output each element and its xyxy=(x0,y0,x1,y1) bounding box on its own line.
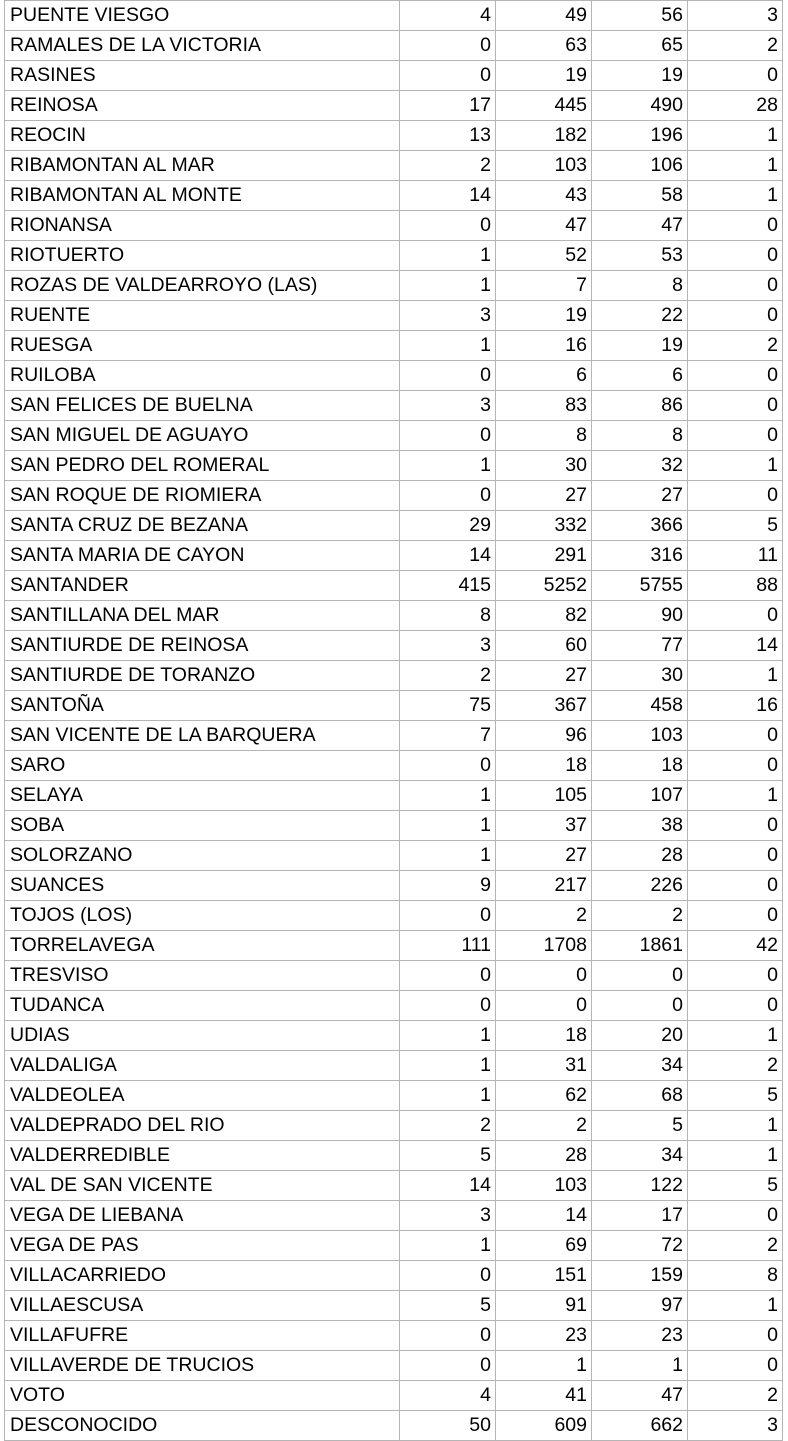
column-3-value: 47 xyxy=(592,1381,688,1411)
table-row xyxy=(5,1111,783,1141)
column-4-value: 0 xyxy=(688,751,783,781)
column-2-value: 19 xyxy=(496,61,592,91)
column-3-value: 8 xyxy=(592,421,688,451)
column-1-value: 4 xyxy=(400,1381,496,1411)
column-3-value: 53 xyxy=(592,241,688,271)
column-1-value: 0 xyxy=(400,361,496,391)
column-2-value: 16 xyxy=(496,331,592,361)
municipality-name-cell: RIOTUERTO xyxy=(5,241,400,271)
column-4-value: 0 xyxy=(688,901,783,931)
table-row xyxy=(5,31,783,61)
column-1-value: 1 xyxy=(400,331,496,361)
table-row xyxy=(5,991,783,1021)
column-1-value: 75 xyxy=(400,691,496,721)
column-4-value: 3 xyxy=(688,1,783,31)
column-3-value: 20 xyxy=(592,1021,688,1051)
municipality-name-cell: SAN ROQUE DE RIOMIERA xyxy=(5,481,400,511)
column-1-value: 415 xyxy=(400,571,496,601)
column-1-value: 2 xyxy=(400,151,496,181)
table-row xyxy=(5,871,783,901)
column-2-value: 7 xyxy=(496,271,592,301)
column-3-value: 366 xyxy=(592,511,688,541)
municipality-name-cell: RIBAMONTAN AL MAR xyxy=(5,151,400,181)
column-3-value: 17 xyxy=(592,1201,688,1231)
column-4-value: 1 xyxy=(688,661,783,691)
column-3-value: 316 xyxy=(592,541,688,571)
column-1-value: 1 xyxy=(400,1021,496,1051)
column-2-value: 105 xyxy=(496,781,592,811)
column-4-value: 0 xyxy=(688,841,783,871)
table-row xyxy=(5,241,783,271)
column-4-value: 2 xyxy=(688,1381,783,1411)
municipality-name-cell: RAMALES DE LA VICTORIA xyxy=(5,31,400,61)
municipality-data-table xyxy=(4,0,783,1441)
table-row xyxy=(5,691,783,721)
column-4-value: 1 xyxy=(688,151,783,181)
municipality-name-cell: SANTIURDE DE TORANZO xyxy=(5,661,400,691)
table-row xyxy=(5,1261,783,1291)
column-3-value: 107 xyxy=(592,781,688,811)
column-3-value: 5755 xyxy=(592,571,688,601)
column-3-value: 8 xyxy=(592,271,688,301)
table-row xyxy=(5,61,783,91)
column-1-value: 3 xyxy=(400,391,496,421)
column-1-value: 1 xyxy=(400,1231,496,1261)
column-2-value: 14 xyxy=(496,1201,592,1231)
column-3-value: 23 xyxy=(592,1321,688,1351)
column-2-value: 2 xyxy=(496,1111,592,1141)
table-row xyxy=(5,271,783,301)
municipality-name-cell: TOJOS (LOS) xyxy=(5,901,400,931)
column-2-value: 103 xyxy=(496,1171,592,1201)
column-4-value: 14 xyxy=(688,631,783,661)
column-4-value: 0 xyxy=(688,991,783,1021)
column-1-value: 0 xyxy=(400,751,496,781)
column-2-value: 31 xyxy=(496,1051,592,1081)
table-body xyxy=(5,1,783,1441)
column-1-value: 0 xyxy=(400,1261,496,1291)
column-4-value: 42 xyxy=(688,931,783,961)
table-row xyxy=(5,901,783,931)
column-3-value: 226 xyxy=(592,871,688,901)
column-1-value: 3 xyxy=(400,301,496,331)
column-4-value: 5 xyxy=(688,1171,783,1201)
column-4-value: 0 xyxy=(688,811,783,841)
table-row xyxy=(5,601,783,631)
table-row xyxy=(5,451,783,481)
column-4-value: 0 xyxy=(688,391,783,421)
column-3-value: 1 xyxy=(592,1351,688,1381)
table-row xyxy=(5,481,783,511)
table-row xyxy=(5,811,783,841)
municipality-name-cell: UDIAS xyxy=(5,1021,400,1051)
municipality-name-cell: TUDANCA xyxy=(5,991,400,1021)
municipality-name-cell: VALDALIGA xyxy=(5,1051,400,1081)
column-2-value: 52 xyxy=(496,241,592,271)
column-3-value: 159 xyxy=(592,1261,688,1291)
column-3-value: 77 xyxy=(592,631,688,661)
column-1-value: 0 xyxy=(400,1321,496,1351)
column-3-value: 27 xyxy=(592,481,688,511)
column-2-value: 23 xyxy=(496,1321,592,1351)
column-4-value: 1 xyxy=(688,781,783,811)
table-row xyxy=(5,781,783,811)
column-1-value: 0 xyxy=(400,991,496,1021)
column-3-value: 72 xyxy=(592,1231,688,1261)
column-2-value: 63 xyxy=(496,31,592,61)
table-row xyxy=(5,1351,783,1381)
column-3-value: 34 xyxy=(592,1141,688,1171)
column-3-value: 90 xyxy=(592,601,688,631)
column-1-value: 13 xyxy=(400,121,496,151)
column-3-value: 1861 xyxy=(592,931,688,961)
table-row xyxy=(5,631,783,661)
column-2-value: 41 xyxy=(496,1381,592,1411)
municipality-name-cell: SOBA xyxy=(5,811,400,841)
column-1-value: 17 xyxy=(400,91,496,121)
column-1-value: 5 xyxy=(400,1141,496,1171)
column-4-value: 28 xyxy=(688,91,783,121)
column-4-value: 1 xyxy=(688,1111,783,1141)
table-row xyxy=(5,511,783,541)
table-row xyxy=(5,1171,783,1201)
municipality-name-cell: SAN MIGUEL DE AGUAYO xyxy=(5,421,400,451)
table-row xyxy=(5,91,783,121)
column-2-value: 609 xyxy=(496,1411,592,1441)
column-3-value: 103 xyxy=(592,721,688,751)
column-1-value: 0 xyxy=(400,211,496,241)
column-4-value: 0 xyxy=(688,721,783,751)
column-4-value: 1 xyxy=(688,1021,783,1051)
column-3-value: 0 xyxy=(592,961,688,991)
table-row xyxy=(5,1141,783,1171)
column-2-value: 8 xyxy=(496,421,592,451)
municipality-name-cell: PUENTE VIESGO xyxy=(5,1,400,31)
column-1-value: 3 xyxy=(400,1201,496,1231)
column-3-value: 106 xyxy=(592,151,688,181)
column-3-value: 662 xyxy=(592,1411,688,1441)
table-row xyxy=(5,181,783,211)
column-2-value: 49 xyxy=(496,1,592,31)
column-1-value: 1 xyxy=(400,451,496,481)
column-4-value: 8 xyxy=(688,1261,783,1291)
column-1-value: 0 xyxy=(400,31,496,61)
municipality-name-cell: REOCIN xyxy=(5,121,400,151)
column-1-value: 1 xyxy=(400,811,496,841)
column-1-value: 29 xyxy=(400,511,496,541)
municipality-name-cell: SAN FELICES DE BUELNA xyxy=(5,391,400,421)
column-3-value: 2 xyxy=(592,901,688,931)
table-row xyxy=(5,841,783,871)
column-4-value: 1 xyxy=(688,451,783,481)
column-2-value: 30 xyxy=(496,451,592,481)
column-3-value: 5 xyxy=(592,1111,688,1141)
table-row xyxy=(5,931,783,961)
table-row xyxy=(5,211,783,241)
column-1-value: 0 xyxy=(400,961,496,991)
municipality-name-cell: SANTOÑA xyxy=(5,691,400,721)
municipality-name-cell: SANTILLANA DEL MAR xyxy=(5,601,400,631)
column-1-value: 14 xyxy=(400,1171,496,1201)
column-3-value: 56 xyxy=(592,1,688,31)
table-row xyxy=(5,1081,783,1111)
municipality-name-cell: REINOSA xyxy=(5,91,400,121)
column-1-value: 0 xyxy=(400,481,496,511)
column-3-value: 196 xyxy=(592,121,688,151)
table-row xyxy=(5,661,783,691)
column-2-value: 367 xyxy=(496,691,592,721)
column-1-value: 0 xyxy=(400,421,496,451)
municipality-name-cell: VILLAVERDE DE TRUCIOS xyxy=(5,1351,400,1381)
column-2-value: 27 xyxy=(496,481,592,511)
municipality-name-cell: RIONANSA xyxy=(5,211,400,241)
column-2-value: 47 xyxy=(496,211,592,241)
municipality-name-cell: SANTA CRUZ DE BEZANA xyxy=(5,511,400,541)
column-3-value: 19 xyxy=(592,331,688,361)
table-row xyxy=(5,1201,783,1231)
column-1-value: 4 xyxy=(400,1,496,31)
column-1-value: 1 xyxy=(400,271,496,301)
column-3-value: 68 xyxy=(592,1081,688,1111)
column-4-value: 1 xyxy=(688,121,783,151)
column-3-value: 30 xyxy=(592,661,688,691)
column-4-value: 1 xyxy=(688,181,783,211)
column-2-value: 291 xyxy=(496,541,592,571)
municipality-name-cell: RUILOBA xyxy=(5,361,400,391)
column-2-value: 19 xyxy=(496,301,592,331)
municipality-name-cell: RUESGA xyxy=(5,331,400,361)
column-2-value: 60 xyxy=(496,631,592,661)
column-4-value: 0 xyxy=(688,1321,783,1351)
column-1-value: 14 xyxy=(400,541,496,571)
column-4-value: 0 xyxy=(688,211,783,241)
column-2-value: 332 xyxy=(496,511,592,541)
municipality-name-cell: TORRELAVEGA xyxy=(5,931,400,961)
column-2-value: 1708 xyxy=(496,931,592,961)
column-1-value: 7 xyxy=(400,721,496,751)
column-1-value: 0 xyxy=(400,61,496,91)
column-3-value: 28 xyxy=(592,841,688,871)
municipality-name-cell: VEGA DE LIEBANA xyxy=(5,1201,400,1231)
column-2-value: 43 xyxy=(496,181,592,211)
table-row xyxy=(5,571,783,601)
table-row xyxy=(5,1231,783,1261)
column-4-value: 0 xyxy=(688,241,783,271)
municipality-name-cell: RUENTE xyxy=(5,301,400,331)
column-3-value: 34 xyxy=(592,1051,688,1081)
column-4-value: 5 xyxy=(688,1081,783,1111)
column-1-value: 3 xyxy=(400,631,496,661)
column-2-value: 27 xyxy=(496,661,592,691)
column-3-value: 490 xyxy=(592,91,688,121)
column-3-value: 0 xyxy=(592,991,688,1021)
column-4-value: 2 xyxy=(688,31,783,61)
column-2-value: 151 xyxy=(496,1261,592,1291)
municipality-name-cell: VALDEPRADO DEL RIO xyxy=(5,1111,400,1141)
municipality-name-cell: SOLORZANO xyxy=(5,841,400,871)
table-row xyxy=(5,961,783,991)
column-2-value: 182 xyxy=(496,121,592,151)
table-row xyxy=(5,331,783,361)
column-3-value: 65 xyxy=(592,31,688,61)
column-4-value: 0 xyxy=(688,601,783,631)
column-4-value: 3 xyxy=(688,1411,783,1441)
table-row xyxy=(5,151,783,181)
column-2-value: 91 xyxy=(496,1291,592,1321)
column-3-value: 18 xyxy=(592,751,688,781)
column-1-value: 1 xyxy=(400,841,496,871)
column-4-value: 1 xyxy=(688,1141,783,1171)
municipality-name-cell: SAN VICENTE DE LA BARQUERA xyxy=(5,721,400,751)
column-1-value: 2 xyxy=(400,661,496,691)
municipality-name-cell: SAN PEDRO DEL ROMERAL xyxy=(5,451,400,481)
column-3-value: 38 xyxy=(592,811,688,841)
column-2-value: 27 xyxy=(496,841,592,871)
table-row xyxy=(5,541,783,571)
table-row xyxy=(5,421,783,451)
table-row xyxy=(5,721,783,751)
column-2-value: 62 xyxy=(496,1081,592,1111)
column-2-value: 82 xyxy=(496,601,592,631)
column-1-value: 14 xyxy=(400,181,496,211)
municipality-name-cell: VILLAESCUSA xyxy=(5,1291,400,1321)
municipality-name-cell: ROZAS DE VALDEARROYO (LAS) xyxy=(5,271,400,301)
table-row xyxy=(5,1051,783,1081)
column-1-value: 2 xyxy=(400,1111,496,1141)
column-2-value: 18 xyxy=(496,1021,592,1051)
municipality-name-cell: VAL DE SAN VICENTE xyxy=(5,1171,400,1201)
column-4-value: 0 xyxy=(688,301,783,331)
column-2-value: 18 xyxy=(496,751,592,781)
column-2-value: 445 xyxy=(496,91,592,121)
column-3-value: 6 xyxy=(592,361,688,391)
column-1-value: 0 xyxy=(400,901,496,931)
column-3-value: 32 xyxy=(592,451,688,481)
column-1-value: 1 xyxy=(400,241,496,271)
column-4-value: 0 xyxy=(688,61,783,91)
column-4-value: 0 xyxy=(688,961,783,991)
column-4-value: 11 xyxy=(688,541,783,571)
column-1-value: 1 xyxy=(400,1051,496,1081)
column-1-value: 9 xyxy=(400,871,496,901)
table-row xyxy=(5,1411,783,1441)
column-2-value: 28 xyxy=(496,1141,592,1171)
column-4-value: 0 xyxy=(688,481,783,511)
municipality-name-cell: RIBAMONTAN AL MONTE xyxy=(5,181,400,211)
column-2-value: 217 xyxy=(496,871,592,901)
table-row xyxy=(5,121,783,151)
column-4-value: 0 xyxy=(688,361,783,391)
column-2-value: 83 xyxy=(496,391,592,421)
column-2-value: 0 xyxy=(496,991,592,1021)
table-row xyxy=(5,1381,783,1411)
municipality-name-cell: SARO xyxy=(5,751,400,781)
table-row xyxy=(5,1321,783,1351)
municipality-name-cell: VALDEOLEA xyxy=(5,1081,400,1111)
column-3-value: 58 xyxy=(592,181,688,211)
municipality-name-cell: SANTA MARIA DE CAYON xyxy=(5,541,400,571)
column-2-value: 5252 xyxy=(496,571,592,601)
column-2-value: 0 xyxy=(496,961,592,991)
column-3-value: 97 xyxy=(592,1291,688,1321)
column-3-value: 47 xyxy=(592,211,688,241)
column-4-value: 5 xyxy=(688,511,783,541)
column-2-value: 69 xyxy=(496,1231,592,1261)
column-4-value: 0 xyxy=(688,421,783,451)
column-1-value: 111 xyxy=(400,931,496,961)
municipality-name-cell: VILLACARRIEDO xyxy=(5,1261,400,1291)
column-4-value: 88 xyxy=(688,571,783,601)
column-2-value: 2 xyxy=(496,901,592,931)
column-4-value: 2 xyxy=(688,331,783,361)
column-1-value: 0 xyxy=(400,1351,496,1381)
municipality-name-cell: VEGA DE PAS xyxy=(5,1231,400,1261)
column-4-value: 0 xyxy=(688,271,783,301)
column-2-value: 37 xyxy=(496,811,592,841)
column-3-value: 458 xyxy=(592,691,688,721)
column-1-value: 50 xyxy=(400,1411,496,1441)
column-2-value: 103 xyxy=(496,151,592,181)
municipality-name-cell: SUANCES xyxy=(5,871,400,901)
column-3-value: 122 xyxy=(592,1171,688,1201)
column-3-value: 86 xyxy=(592,391,688,421)
table-row xyxy=(5,1291,783,1321)
column-2-value: 96 xyxy=(496,721,592,751)
column-2-value: 1 xyxy=(496,1351,592,1381)
table-row xyxy=(5,361,783,391)
column-4-value: 0 xyxy=(688,871,783,901)
municipality-name-cell: SANTANDER xyxy=(5,571,400,601)
municipality-name-cell: TRESVISO xyxy=(5,961,400,991)
table-row xyxy=(5,301,783,331)
municipality-name-cell: VALDERREDIBLE xyxy=(5,1141,400,1171)
column-4-value: 1 xyxy=(688,1291,783,1321)
column-4-value: 16 xyxy=(688,691,783,721)
municipality-name-cell: VILLAFUFRE xyxy=(5,1321,400,1351)
column-1-value: 1 xyxy=(400,781,496,811)
table-row xyxy=(5,1,783,31)
column-4-value: 0 xyxy=(688,1351,783,1381)
municipality-name-cell: VOTO xyxy=(5,1381,400,1411)
table-row xyxy=(5,751,783,781)
column-3-value: 19 xyxy=(592,61,688,91)
table-row xyxy=(5,1021,783,1051)
column-4-value: 0 xyxy=(688,1201,783,1231)
municipality-name-cell: SELAYA xyxy=(5,781,400,811)
column-1-value: 1 xyxy=(400,1081,496,1111)
table-row xyxy=(5,391,783,421)
column-3-value: 22 xyxy=(592,301,688,331)
municipality-name-cell: RASINES xyxy=(5,61,400,91)
column-1-value: 8 xyxy=(400,601,496,631)
column-4-value: 2 xyxy=(688,1051,783,1081)
column-1-value: 5 xyxy=(400,1291,496,1321)
column-4-value: 2 xyxy=(688,1231,783,1261)
municipality-name-cell: SANTIURDE DE REINOSA xyxy=(5,631,400,661)
column-2-value: 6 xyxy=(496,361,592,391)
municipality-name-cell: DESCONOCIDO xyxy=(5,1411,400,1441)
